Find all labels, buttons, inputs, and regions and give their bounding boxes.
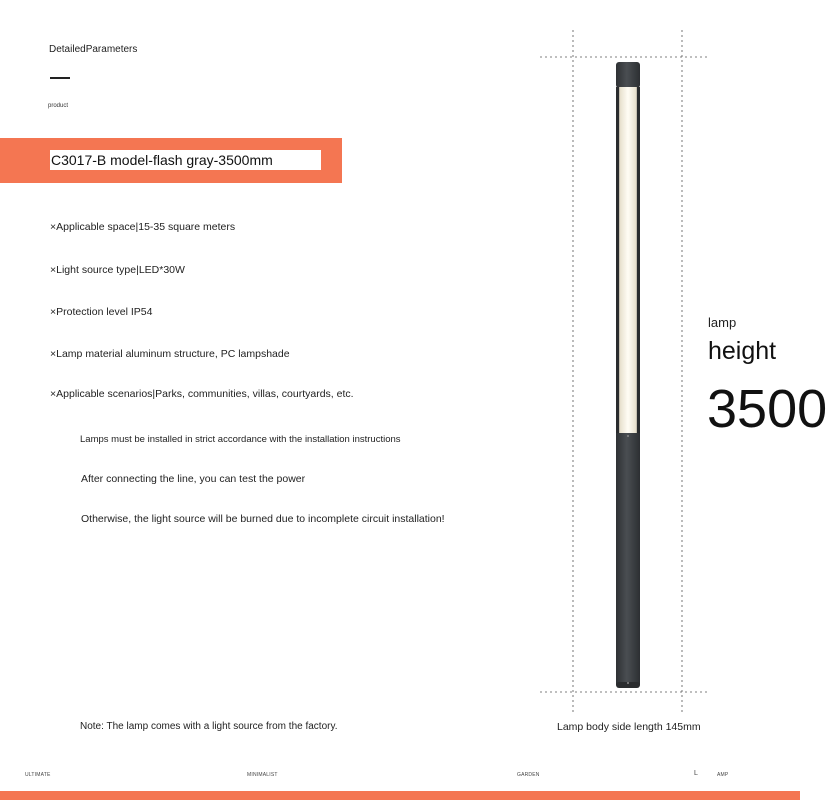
lamp-screw [627, 682, 629, 684]
install-note: After connecting the line, you can test the power [81, 473, 306, 485]
install-note: Otherwise, the light source will be burned due to incomplete circuit installation! [81, 513, 445, 525]
spec-applicable-space: ×Applicable space|15-35 square meters [50, 221, 236, 233]
footer-tag: L [694, 770, 699, 777]
model-label: C3017-B model-flash gray-3500mm [50, 150, 321, 170]
lamp-screw [627, 435, 629, 437]
height-value: 3500 [707, 379, 827, 439]
spec-light-source: ×Light source type|LED*30W [50, 264, 185, 276]
lamp-cap [616, 62, 640, 88]
side-length-caption: Lamp body side length 145mm [557, 721, 701, 733]
lamp-frame-left [616, 87, 619, 435]
footer-tag: ULTIMATE [25, 772, 51, 778]
footer-tag: GARDEN [517, 772, 540, 778]
lamp-frame-right [637, 87, 640, 435]
lamp-illustration [616, 62, 640, 688]
spec-lamp-material: ×Lamp material aluminum structure, PC lampshade [50, 348, 290, 360]
spec-protection-level: ×Protection level IP54 [50, 306, 153, 318]
height-label: lamp [708, 315, 737, 330]
factory-note: Note: The lamp comes with a light source from the factory. [80, 721, 338, 732]
section-title: DetailedParameters [49, 44, 138, 55]
section-subtitle: product [48, 103, 69, 109]
spec-applicable-scenarios: ×Applicable scenarios|Parks, communities, villas, courtyards, etc. [50, 388, 354, 400]
footer-tag: AMP [717, 772, 729, 778]
lamp-light-panel [616, 87, 640, 435]
install-note: Lamps must be installed in strict accordance with the installation instructions [80, 434, 401, 445]
footer-accent-bar [0, 791, 800, 800]
height-word: height [708, 337, 777, 365]
lamp-pole [616, 433, 640, 685]
footer-tag: MINIMALIST [247, 772, 278, 778]
